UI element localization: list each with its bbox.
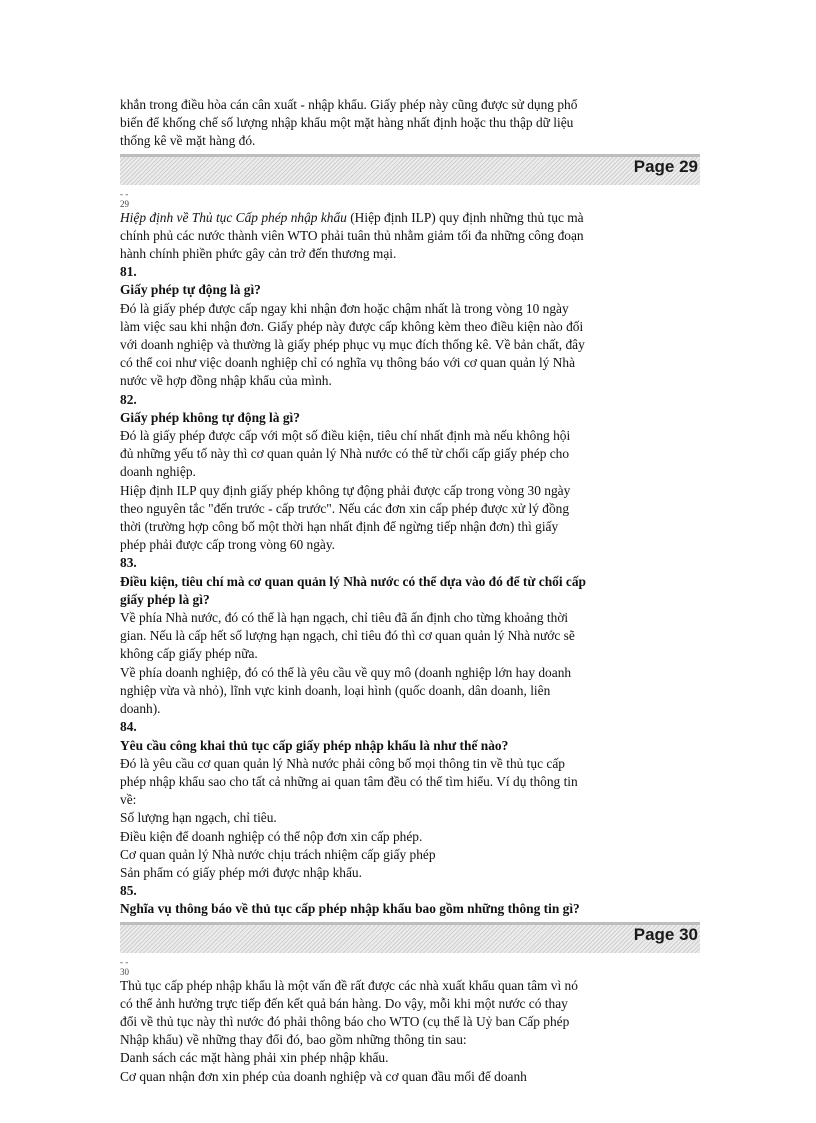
question-title: Điều kiện, tiêu chí mà cơ quan quản lý Nhà nước có thể dựa vào đó để từ chối cấp xyxy=(120,573,586,589)
text-line: thời (trường hợp công bố một thời hạn nhất định để ngừng tiếp nhận đơn) thì giấy xyxy=(120,519,559,535)
text-line: có thể ảnh hưởng trực tiếp đến kết quả bán hàng. Do vậy, mỗi khi một nước có thay xyxy=(120,995,568,1011)
ilp-title: Hiệp định về Thủ tục Cấp phép nhập khẩu xyxy=(120,209,347,225)
text-line: Về phía Nhà nước, đó có thể là hạn ngạch, chỉ tiêu đã ấn định cho từng khoảng thời xyxy=(120,610,569,626)
question-title: Giấy phép không tự động là gì? xyxy=(120,409,300,425)
text-line: Đó là giấy phép được cấp với một số điều kiện, tiêu chí nhất định mà nếu không hội xyxy=(120,428,571,444)
question-title: giấy phép là gì? xyxy=(120,591,210,607)
text-line: có thể coi như việc doanh nghiệp chỉ có nghĩa vụ thông báo với cơ quan quản lý Nhà xyxy=(120,355,576,371)
text-line: Cơ quan nhận đơn xin phép của doanh nghiệp và cơ quan đầu mối để doanh xyxy=(120,1068,527,1084)
text-line: hành chính phiền phức gây cản trở đến thương mại. xyxy=(120,246,397,262)
text-line: Nhập khẩu) về những thay đổi đó, bao gồm những thông tin sau: xyxy=(120,1032,467,1048)
text-line: Danh sách các mặt hàng phải xin phép nhập khẩu. xyxy=(120,1050,389,1066)
question-number: 83. xyxy=(120,555,137,571)
text-line: chính phủ các nước thành viên WTO phải tuân thủ nhằm giảm tối đa những công đoạn xyxy=(120,227,584,243)
page-number-label: Page 29 xyxy=(633,156,698,176)
question-number: 81. xyxy=(120,264,137,280)
question-title: Yêu cầu công khai thủ tục cấp giấy phép nhập khẩu là như thế nào? xyxy=(120,737,509,753)
text-line: doanh). xyxy=(120,701,161,717)
text-line: biến để khống chế số lượng nhập khẩu một mặt hàng nhất định hoặc thu thập dữ liệu xyxy=(120,115,574,131)
footnote-mark: - - xyxy=(120,956,129,967)
text-line: Về phía doanh nghiệp, đó có thể là yêu cầu về quy mô (doanh nghiệp lớn hay doanh xyxy=(120,664,572,680)
footnote-number: 29 xyxy=(120,198,129,209)
footnote-number: 30 xyxy=(120,966,129,977)
text-line: Thủ tục cấp phép nhập khẩu là một vấn đề rất được các nhà xuất khẩu quan tâm vì nó xyxy=(120,977,578,993)
question-title: Nghĩa vụ thông báo về thủ tục cấp phép nhập khẩu bao gồm những thông tin gì? xyxy=(120,901,580,917)
ilp-intro-rest: (Hiệp định ILP) quy định những thủ tục mà xyxy=(346,209,584,225)
text-line: phép phải được cấp trong vòng 60 ngày. xyxy=(120,537,336,553)
question-number: 84. xyxy=(120,719,137,735)
text-line: nghiệp vừa và nhỏ), lĩnh vực kinh doanh, loại hình (quốc doanh, dân doanh, liên xyxy=(120,682,551,698)
text-line: Số lượng hạn ngạch, chỉ tiêu. xyxy=(120,810,277,826)
text-line: Đó là giấy phép được cấp ngay khi nhận đơn hoặc chậm nhất là trong vòng 10 ngày xyxy=(120,300,569,316)
page-number-label: Page 30 xyxy=(633,924,698,944)
text-line: phép nhập khẩu sao cho tất cả những ai quan tâm đều có thể tìm hiểu. Ví dụ thông tin xyxy=(120,773,578,789)
text-line: gian. Nếu là cấp hết số lượng hạn ngạch, chỉ tiêu đó thì cơ quan quản lý Nhà nước sẽ xyxy=(120,628,575,644)
ilp-intro-line xyxy=(120,209,700,227)
question-title: Giấy phép tự động là gì? xyxy=(120,282,261,298)
footnote-mark: - - xyxy=(120,188,129,199)
text-line: khắn trong điều hòa cán cân xuất - nhập khẩu. Giấy phép này cũng được sử dụng phổ xyxy=(120,97,578,112)
document-page xyxy=(120,96,700,1086)
text-line: nước về hợp đồng nhập khẩu của mình. xyxy=(120,373,332,389)
question-number: 82. xyxy=(120,391,137,407)
text-line: theo nguyên tắc "đến trước - cấp trước". Nếu các đơn xin cấp phép được xử lý đồng xyxy=(120,500,570,516)
text-line: Sản phẩm có giấy phép mới được nhập khẩu. xyxy=(120,864,362,880)
question-number: 85. xyxy=(120,883,137,899)
text-line: Hiệp định ILP quy định giấy phép không tự động phải được cấp trong vòng 30 ngày xyxy=(120,482,571,498)
text-line: về: xyxy=(120,792,137,808)
text-line: đủ những yếu tố này thì cơ quan quản lý Nhà nước có thể từ chối cấp giấy phép cho xyxy=(120,446,570,462)
page-separator-29 xyxy=(120,154,700,185)
text-line: Đó là yêu cầu cơ quan quản lý Nhà nước phải công bố mọi thông tin về thủ tục cấp xyxy=(120,755,565,771)
text-line: với doanh nghiệp và thường là giấy phép phục vụ mục đích thống kê. Về bản chất, đây xyxy=(120,337,585,353)
text-line: không cấp giấy phép nữa. xyxy=(120,646,258,662)
text-line: Cơ quan quản lý Nhà nước chịu trách nhiệm cấp giấy phép xyxy=(120,846,436,862)
page-separator-30 xyxy=(120,922,700,953)
text-line: đổi về thủ tục này thì nước đó phải thông báo cho WTO (cụ thể là Uỷ ban Cấp phép xyxy=(120,1013,570,1029)
text-line: doanh nghiệp. xyxy=(120,464,196,480)
text-line: Điều kiện để doanh nghiệp có thể nộp đơn xin cấp phép. xyxy=(120,828,423,844)
text-line: làm việc sau khi nhận đơn. Giấy phép này được cấp không kèm theo điều kiện nào đối xyxy=(120,318,584,334)
text-line: thống kê về mặt hàng đó. xyxy=(120,133,256,149)
